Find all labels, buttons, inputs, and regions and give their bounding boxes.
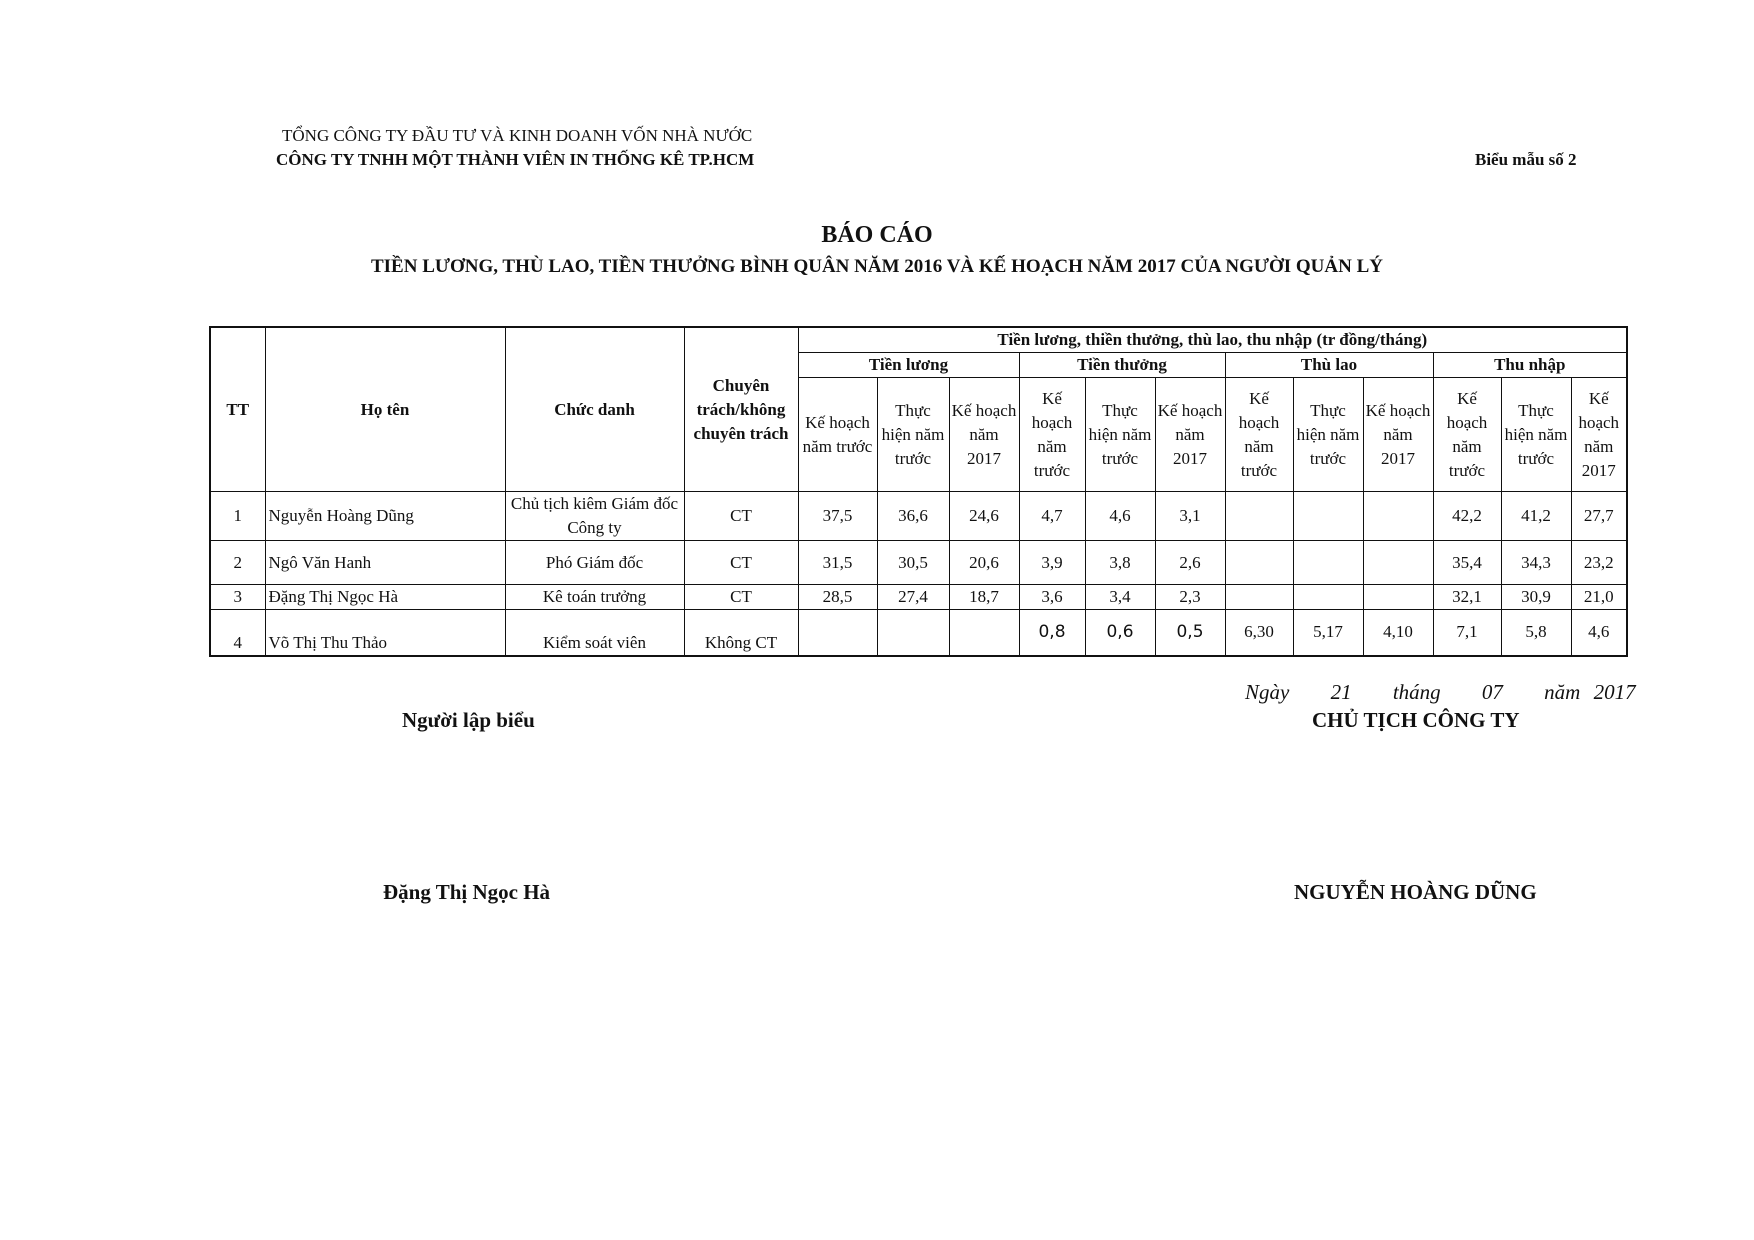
cell-value — [1363, 585, 1433, 610]
row-name: Võ Thị Thu Thảo — [265, 610, 505, 656]
subheader-plan-2017: Kế hoạch năm 2017 — [1571, 378, 1627, 492]
cell-value: 20,6 — [949, 541, 1019, 585]
cell-value — [1225, 585, 1293, 610]
row-position: Chủ tịch kiêm Giám đốc Công ty — [505, 492, 684, 541]
cell-value — [1363, 541, 1433, 585]
cell-value: 31,5 — [798, 541, 877, 585]
cell-value: 32,1 — [1433, 585, 1501, 610]
date-year: năm 2017 — [1544, 680, 1636, 704]
chairman-name: NGUYỄN HOÀNG DŨNG — [1294, 880, 1537, 904]
row-type: CT — [684, 541, 798, 585]
report-subtitle: TIỀN LƯƠNG, THÙ LAO, TIỀN THƯỞNG BÌNH QUÂN NĂM 2016 VÀ KẾ HOẠCH NĂM 2017 CỦA NGƯỜI QUẢN LÝ — [370, 256, 1383, 277]
parent-organization: TỔNG CÔNG TY ĐẦU TƯ VÀ KINH DOANH VỐN NHÀ NƯỚC — [282, 126, 753, 145]
cell-value: 28,5 — [798, 585, 877, 610]
row-name: Nguyễn Hoàng Dũng — [265, 492, 505, 541]
subheader-actual-prev: Thực hiện năm trước — [1293, 378, 1363, 492]
form-number: Biểu mẫu số 2 — [1475, 150, 1577, 169]
cell-value: 3,9 — [1019, 541, 1085, 585]
row-type: CT — [684, 585, 798, 610]
cell-value: 27,4 — [877, 585, 949, 610]
cell-value: 5,8 — [1501, 610, 1571, 656]
cell-value: 41,2 — [1501, 492, 1571, 541]
cell-value: 3,6 — [1019, 585, 1085, 610]
cell-value: 4,6 — [1571, 610, 1627, 656]
manager-salary-table — [209, 326, 1628, 657]
subheader-plan-prev: Kế hoạch năm trước — [1019, 378, 1085, 492]
cell-value: 6,30 — [1225, 610, 1293, 656]
cell-value: 30,5 — [877, 541, 949, 585]
row-name: Đặng Thị Ngọc Hà — [265, 585, 505, 610]
cell-value: 4,10 — [1363, 610, 1433, 656]
cell-value: 27,7 — [1571, 492, 1627, 541]
chairman-title: CHỦ TỊCH CÔNG TY — [1312, 708, 1520, 732]
subheader-plan-prev: Kế hoạch năm trước — [1433, 378, 1501, 492]
cell-value: 34,3 — [1501, 541, 1571, 585]
preparer-name: Đặng Thị Ngọc Hà — [383, 880, 551, 904]
cell-value: 0,6 — [1085, 610, 1155, 656]
row-tt: 2 — [210, 541, 265, 585]
report-date — [1245, 680, 1664, 705]
cell-value: 7,1 — [1433, 610, 1501, 656]
cell-value: 4,7 — [1019, 492, 1085, 541]
cell-value — [1293, 492, 1363, 541]
header-tt: TT — [210, 327, 265, 492]
table-row — [210, 610, 1627, 656]
cell-value: 24,6 — [949, 492, 1019, 541]
row-position: Kê toán trưởng — [505, 585, 684, 610]
subheader-actual-prev: Thực hiện năm trước — [1085, 378, 1155, 492]
cell-value — [949, 610, 1019, 656]
company-name: CÔNG TY TNHH MỘT THÀNH VIÊN IN THỐNG KÊ TP.HCM — [276, 150, 755, 169]
header-group-main: Tiền lương, thiền thưởng, thù lao, thu nhập (tr đồng/tháng) — [798, 327, 1627, 353]
cell-value: 3,1 — [1155, 492, 1225, 541]
header-group-remuneration: Thù lao — [1225, 353, 1433, 378]
table-row — [210, 585, 1627, 610]
table-row — [210, 541, 1627, 585]
row-name: Ngô Văn Hanh — [265, 541, 505, 585]
cell-value: 3,8 — [1085, 541, 1155, 585]
cell-value: 23,2 — [1571, 541, 1627, 585]
cell-value: 5,17 — [1293, 610, 1363, 656]
cell-value: 0,8 — [1019, 610, 1085, 656]
table-row — [210, 492, 1627, 541]
cell-value — [1225, 492, 1293, 541]
date-month-label: tháng — [1392, 680, 1441, 704]
cell-value: 42,2 — [1433, 492, 1501, 541]
subheader-plan-2017: Kế hoạch năm 2017 — [1363, 378, 1433, 492]
header-type: Chuyên trách/không chuyên trách — [684, 327, 798, 492]
subheader-plan-2017: Kế hoạch năm 2017 — [949, 378, 1019, 492]
header-group-salary: Tiền lương — [798, 353, 1019, 378]
date-prefix: Ngày — [1245, 680, 1290, 704]
header-name: Họ tên — [265, 327, 505, 492]
date-month: 07 — [1481, 680, 1503, 704]
preparer-title: Người lập biểu — [402, 708, 535, 732]
cell-value: 35,4 — [1433, 541, 1501, 585]
row-tt: 4 — [210, 610, 265, 656]
cell-value: 0,5 — [1155, 610, 1225, 656]
row-tt: 3 — [210, 585, 265, 610]
row-type: Không CT — [684, 610, 798, 656]
cell-value — [798, 610, 877, 656]
row-tt: 1 — [210, 492, 265, 541]
cell-value — [877, 610, 949, 656]
cell-value: 30,9 — [1501, 585, 1571, 610]
row-position: Phó Giám đốc — [505, 541, 684, 585]
cell-value: 37,5 — [798, 492, 877, 541]
cell-value: 21,0 — [1571, 585, 1627, 610]
cell-value: 4,6 — [1085, 492, 1155, 541]
header-group-bonus: Tiền thưởng — [1019, 353, 1225, 378]
cell-value: 3,4 — [1085, 585, 1155, 610]
subheader-plan-prev: Kế hoạch năm trước — [1225, 378, 1293, 492]
subheader-actual-prev: Thực hiện năm trước — [877, 378, 949, 492]
cell-value: 2,6 — [1155, 541, 1225, 585]
subheader-plan-2017: Kế hoạch năm 2017 — [1155, 378, 1225, 492]
subheader-plan-prev: Kế hoạch năm trước — [798, 378, 877, 492]
report-title: BÁO CÁO — [821, 222, 933, 248]
cell-value: 2,3 — [1155, 585, 1225, 610]
row-type: CT — [684, 492, 798, 541]
date-day: 21 — [1330, 680, 1352, 704]
cell-value — [1225, 541, 1293, 585]
row-position: Kiểm soát viên — [505, 610, 684, 656]
cell-value: 18,7 — [949, 585, 1019, 610]
cell-value — [1293, 541, 1363, 585]
subheader-actual-prev: Thực hiện năm trước — [1501, 378, 1571, 492]
cell-value — [1293, 585, 1363, 610]
cell-value: 36,6 — [877, 492, 949, 541]
cell-value — [1363, 492, 1433, 541]
header-group-income: Thu nhập — [1433, 353, 1627, 378]
header-position: Chức danh — [505, 327, 684, 492]
